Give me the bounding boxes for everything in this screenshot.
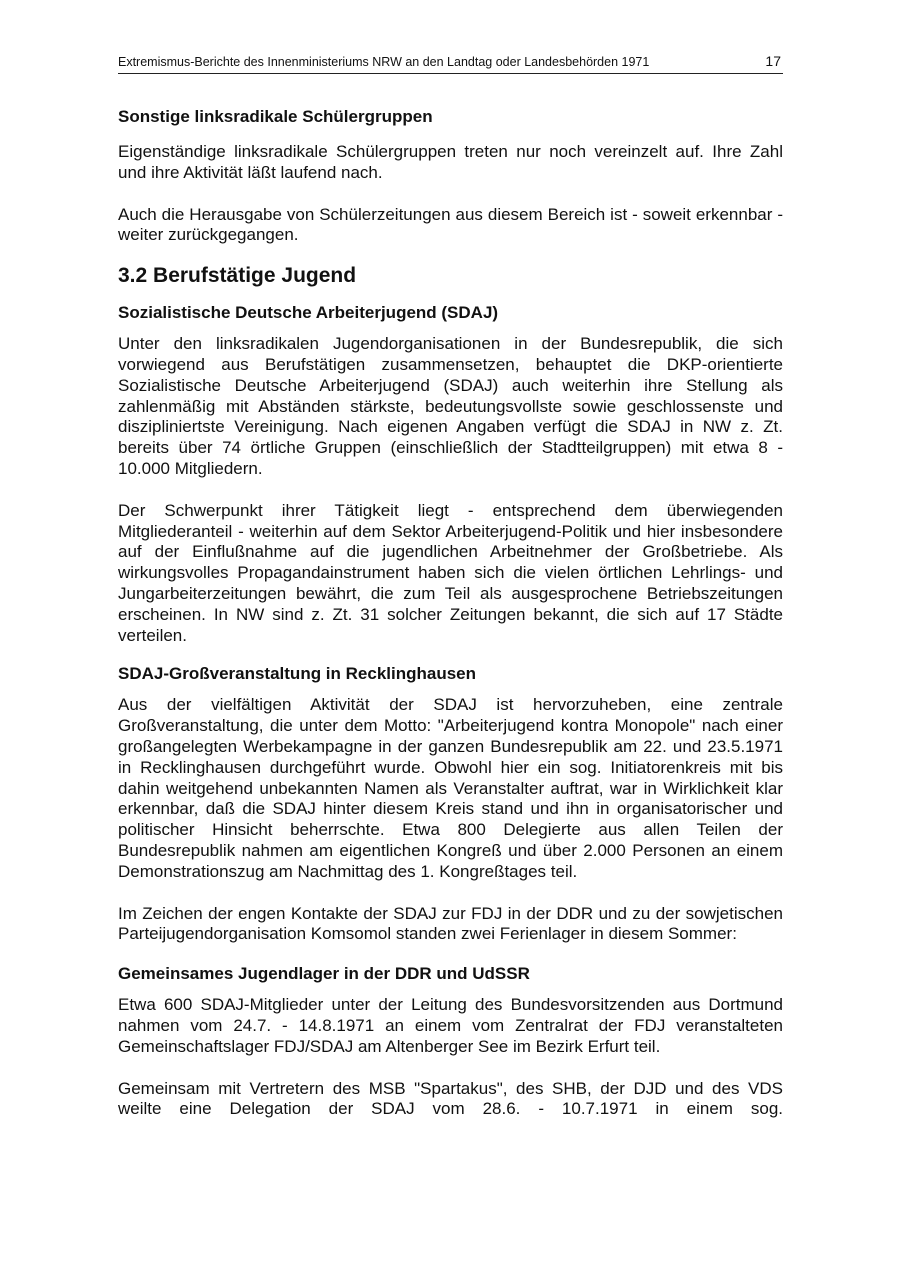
paragraph-5: Aus der vielfältigen Aktivität der SDAJ ist hervorzuheben, eine zentrale Großveranstaltung, die unter dem Motto: "Arbeiterjugend kontra Monopole" nach einer großangelegten Werbekampagne in der ganzen Bundesrepublik am 22. und 23.5.1971 in Recklinghausen durchgeführt wurde. Obwohl hier ein sog. Initiatorenkreis mit bis dahin weitgehend unbekannten Namen als Veranstalter auftrat, war in Wirklichkeit klar erkennbar, daß die SDAJ hinter diesem Kreis stand und ihn in organisatorischer und politischer Hinsicht beherrschte. Etwa 800 Delegierte aus allen Teilen der Bundesrepublik nahmen am eigentlichen Kongreß und über 2.000 Personen an einem Demonstrationszug am Nachmittag des 1. Kongreßtages teil.	[118, 695, 783, 881]
paragraph-4: Der Schwerpunkt ihrer Tätigkeit liegt - entsprechend dem überwiegenden Mitgliederanteil - weiterhin auf dem Sektor Arbeiterjugend-Politik und hier insbesondere auf der Einflußnahme auf die jugendlichen Arbeitnehmer der Großbetriebe. Als wirkungsvolles Propagandainstrument haben sich die vielen örtlichen Lehrlings- und Jungarbeiterzeitungen bewährt, die zum Teil als ausgesprochene Betriebszeitungen erscheinen. In NW sind z. Zt. 31 solcher Zeitungen bekannt, die sich auf 17 Städte verteilen.	[118, 500, 783, 645]
heading-recklinghausen: SDAJ-Großveranstaltung in Recklinghausen	[118, 664, 477, 684]
running-header	[118, 52, 783, 74]
heading-schuelergruppen: Sonstige linksradikale Schülergruppen	[118, 107, 433, 126]
paragraph-2: Auch die Herausgabe von Schülerzeitungen aus diesem Bereich ist - soweit erkennbar - weiter zurückgegangen.	[118, 204, 783, 245]
paragraph-3: Unter den linksradikalen Jugendorganisationen in der Bundesrepublik, die sich vorwiegend aus Berufstätigen zusammensetzen, behauptet die DKP-orientierte Sozialistische Deutsche Arbeiterjugend (SDAJ) auch weiterhin ihre Stellung als zahlenmäßig mit Abständen stärkste, bedeutungsvollste sowie geschlossenste und diszipliniertste Vereinigung. Nach eigenen Angaben verfügt die SDAJ in NW z. Zt. bereits über 74 örtliche Gruppen (einschließlich der Stadtteilgruppen) mit etwa 8 - 10.000 Mitgliedern.	[118, 334, 783, 478]
heading-jugendlager: Gemeinsames Jugendlager in der DDR und UdSSR	[118, 964, 530, 984]
page-number: 17	[765, 53, 781, 69]
paragraph-8: Gemeinsam mit Vertretern des MSB "Spartakus", des SHB, der DJD und des VDS weilte eine Delegation der SDAJ vom 28.6. - 10.7.1971 in einem sog.	[118, 1078, 783, 1119]
paragraph-7: Etwa 600 SDAJ-Mitglieder unter der Leitung des Bundesvorsitzenden aus Dortmund nahmen vom 24.7. - 14.8.1971 an einem vom Zentralrat der FDJ veranstalteten Gemeinschaftslager FDJ/SDAJ am Altenberger See im Bezirk Erfurt teil.	[118, 995, 783, 1056]
heading-sdaj: Sozialistische Deutsche Arbeiterjugend (SDAJ)	[118, 303, 499, 323]
running-title: Extremismus-Berichte des Innenministeriums NRW an den Landtag oder Landesbehörden 1971	[118, 55, 650, 69]
paragraph-6: Im Zeichen der engen Kontakte der SDAJ zur FDJ in der DDR und zu der sowjetischen Parteijugendorganisation Komsomol standen zwei Ferienlager in diesem Sommer:	[118, 903, 783, 944]
document-page	[118, 52, 783, 1120]
paragraph-1: Eigenständige linksradikale Schülergruppen treten nur noch vereinzelt auf. Ihre Zahl und ihre Aktivität läßt laufend nach.	[118, 142, 783, 182]
section-title: 3.2 Berufstätige Jugend	[118, 264, 357, 288]
